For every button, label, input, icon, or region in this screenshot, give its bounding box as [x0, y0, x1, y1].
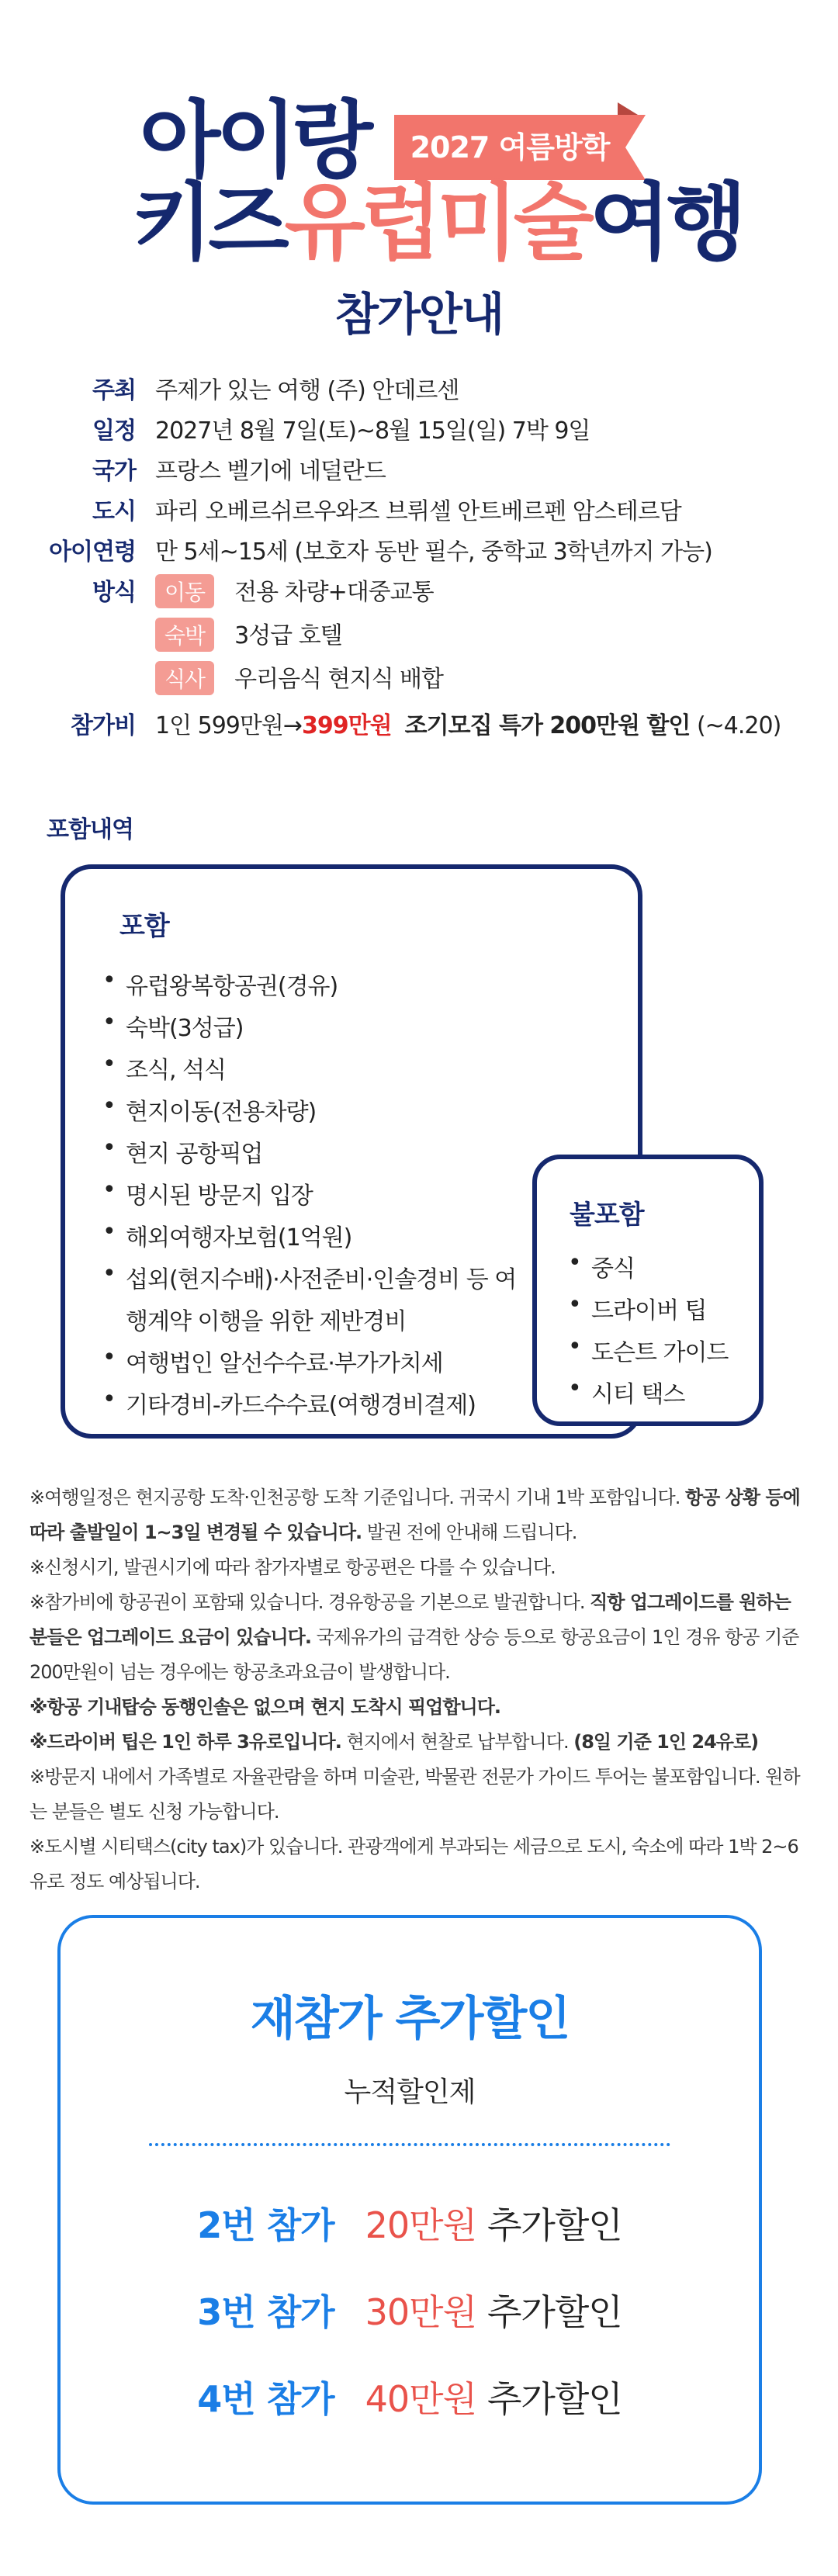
included-heading: 포함 — [119, 911, 169, 942]
notes-block — [29, 1480, 805, 1899]
title-line-2 — [132, 175, 743, 272]
discount-amount: 30만원 — [365, 2291, 476, 2333]
excluded-heading: 불포함 — [570, 1200, 644, 1231]
info-value: 만 5세~15세 (보호자 동반 필수, 중학교 3학년까지 가능) — [155, 538, 712, 566]
note-text-bold: 항공 상황 등에 따라 출발일이 1~3일 변경될 수 있습니다. — [29, 1487, 800, 1543]
list-item: • 섭외(현지수배)·사전준비·인솔경비 등 여 — [126, 1260, 516, 1294]
discount-amount: 40만원 — [365, 2378, 476, 2420]
info-row-method-3 — [0, 660, 838, 700]
list-item: • 드라이버 팁 — [591, 1291, 706, 1325]
note-text: 발권 전에 안내해 드립니다. — [362, 1522, 577, 1543]
info-label: 일정 — [92, 417, 136, 445]
list-item: • 현지이동(전용차량) — [126, 1092, 316, 1127]
info-row-schedule — [0, 411, 838, 452]
discount-count: 4번 참가 — [197, 2378, 334, 2420]
excluded-box — [532, 1155, 764, 1426]
season-badge: 2027 여름방학 — [394, 115, 625, 180]
list-item: • 시티 택스 — [591, 1375, 684, 1409]
title-line-1: 아이랑 — [140, 92, 369, 189]
info-row-city — [0, 492, 838, 532]
title-europe-art: 유럽미술 — [284, 175, 590, 272]
info-row-method-2 — [0, 616, 838, 656]
title-kids: 키즈 — [132, 175, 285, 272]
info-label: 아이연령 — [49, 538, 136, 566]
info-label: 주최 — [92, 377, 136, 404]
discount-title: 재참가 추가할인 — [250, 1992, 570, 2046]
fee-price: 399만원 — [301, 712, 392, 739]
info-row-host — [0, 371, 838, 411]
method-item — [155, 660, 443, 695]
list-item: • 기타경비-카드수수료(여행경비결제) — [126, 1386, 476, 1420]
discount-row — [61, 2371, 759, 2422]
section-title-included: 포함내역 — [47, 816, 133, 843]
info-value: 2027년 8월 7일(토)~8월 15일(일) 7박 9일 — [155, 417, 590, 445]
note-7: ※도시별 시티택스(city tax)가 있습니다. 관광객에게 부과되는 세금으로 도시, 숙소에 따라 1박 2~6유로 정도 예상됩니다. — [29, 1836, 798, 1892]
method-tag: 이동 — [155, 574, 214, 608]
fee-value — [155, 706, 781, 740]
list-item: • 명시된 방문지 입장 — [126, 1176, 313, 1210]
list-item-continued: 행계약 이행을 위한 제반경비 — [126, 1308, 407, 1335]
discount-row — [61, 2284, 759, 2335]
info-value: 파리 오베르쉬르우와즈 브뤼셀 안트베르펜 암스테르담 — [155, 498, 681, 525]
info-label: 참가비 — [71, 712, 136, 739]
info-row-method — [0, 573, 838, 613]
discount-suffix: 추가할인 — [487, 2204, 622, 2246]
note-text: 현지에서 현찰로 납부합니다. — [341, 1731, 574, 1753]
list-item: • 현지 공항픽업 — [126, 1134, 262, 1169]
note-text: 국제유가의 급격한 상승 등으로 항공요금이 1인 경유 항공 기준 200만원이 넘는 경우에는 항공초과요금이 발생합니다. — [29, 1626, 799, 1683]
note-2: ※신청시기, 발권시기에 따라 참가자별로 항공편은 다를 수 있습니다. — [29, 1556, 556, 1578]
fee-prefix: 1인 599만원→ — [155, 712, 302, 739]
note-text-bold: (8일 기준 1인 24유로) — [573, 1731, 759, 1753]
list-item: • 숙박(3성급) — [126, 1009, 243, 1043]
info-label: 국가 — [92, 458, 136, 485]
method-text: 3성급 호텔 — [234, 622, 342, 649]
fee-until: (~4.20) — [696, 712, 781, 739]
ribbon-tail — [625, 115, 646, 180]
note-5 — [29, 1725, 805, 1760]
method-text: 우리음식 현지식 배합 — [234, 666, 444, 693]
method-item — [155, 573, 434, 608]
discount-row — [61, 2197, 759, 2249]
note-text-bold: ※드라이버 팁은 1인 하루 3유로입니다. — [29, 1731, 341, 1753]
info-row-age — [0, 532, 838, 573]
dotted-divider — [149, 2143, 670, 2146]
list-item: • 유럽왕복항공권(경유) — [126, 967, 338, 1001]
page-subtitle: 참가안내 — [334, 288, 504, 341]
discount-count: 2번 참가 — [197, 2204, 334, 2246]
note-3 — [29, 1585, 805, 1690]
list-item: • 해외여행자보험(1억원) — [126, 1218, 351, 1252]
discount-box — [57, 1915, 762, 2505]
discount-suffix: 추가할인 — [487, 2378, 622, 2420]
method-tag: 식사 — [155, 661, 214, 695]
discount-subtitle: 누적할인제 — [344, 2076, 476, 2108]
list-item: • 조식, 석식 — [126, 1051, 226, 1085]
discount-count: 3번 참가 — [197, 2291, 334, 2333]
note-text: ※참가비에 항공권이 포함돼 있습니다. 경유항공을 기본으로 발권합니다. — [29, 1591, 590, 1613]
list-item: • 중식 — [591, 1249, 635, 1283]
ribbon-fold — [618, 102, 638, 115]
method-text: 전용 차량+대중교통 — [234, 579, 434, 606]
info-row-country — [0, 452, 838, 492]
discount-suffix: 추가할인 — [487, 2291, 622, 2333]
info-label: 도시 — [92, 498, 136, 525]
note-1 — [29, 1480, 805, 1550]
discount-amount: 20만원 — [365, 2204, 476, 2246]
method-tag: 숙박 — [155, 618, 214, 652]
info-value: 주제가 있는 여행 (주) 안데르센 — [155, 377, 459, 404]
note-text: ※여행일정은 현지공항 도착·인천공항 도착 기준입니다. 귀국시 기내 1박 포함입니다. — [29, 1487, 685, 1508]
fee-promo: 조기모집 특가 200만원 할인 — [404, 712, 691, 739]
note-6: ※방문지 내에서 가족별로 자율관람을 하며 미술관, 박물관 전문가 가이드 투어는 불포함입니다. 원하는 분들은 별도 신청 가능합니다. — [29, 1766, 800, 1823]
note-4: ※항공 기내탑승 동행인솔은 없으며 현지 도착시 픽업합니다. — [29, 1696, 500, 1718]
info-value: 프랑스 벨기에 네덜란드 — [155, 458, 386, 485]
list-item: • 여행법인 알선수수료·부가가치세 — [126, 1344, 443, 1378]
method-item — [155, 616, 342, 652]
note-text-bold: 직항 업그레이드를 원하는 분들은 업그레이드 요금이 있습니다. — [29, 1591, 791, 1648]
info-row-fee — [0, 706, 838, 746]
list-item: • 도슨트 가이드 — [591, 1333, 728, 1367]
title-travel: 여행 — [589, 175, 743, 272]
info-label: 방식 — [92, 579, 136, 606]
